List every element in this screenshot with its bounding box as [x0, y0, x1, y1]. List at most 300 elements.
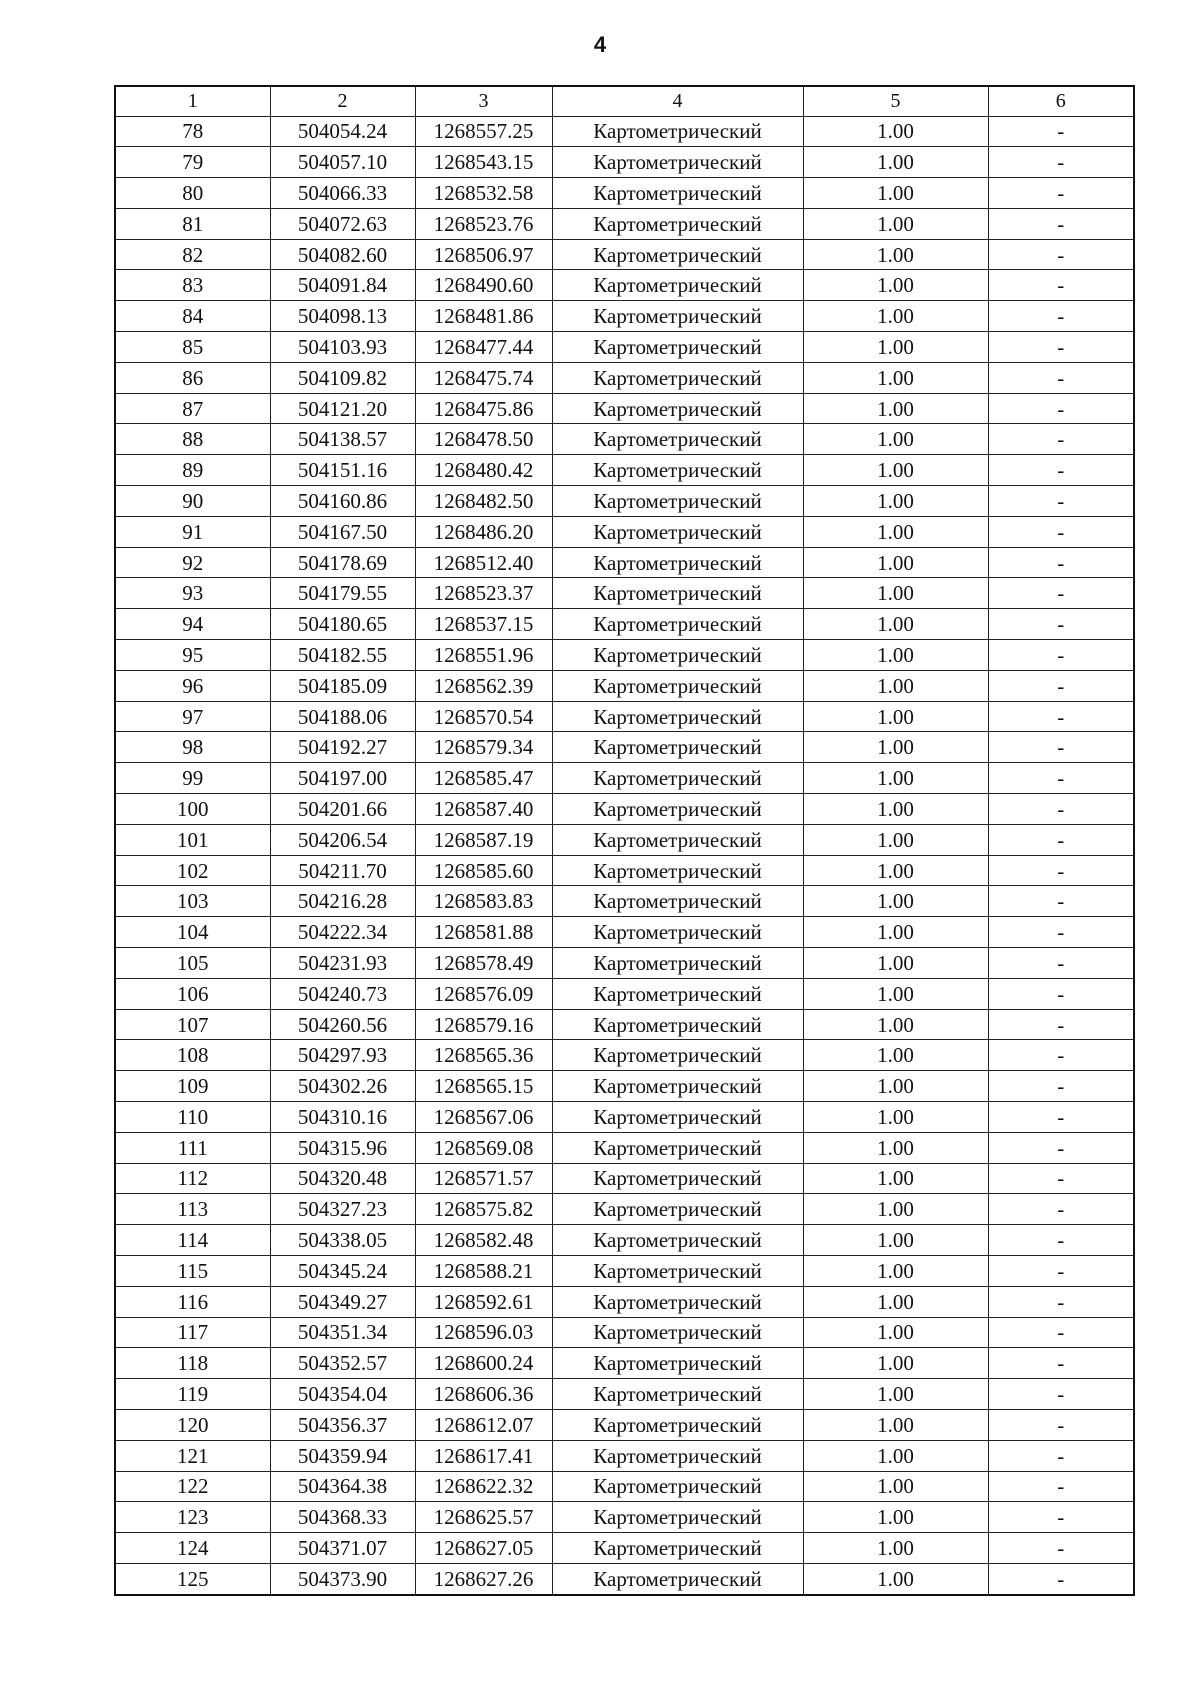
table-row: [115, 1409, 1134, 1440]
table-row: [115, 486, 1134, 517]
y-coordinate-cell: 1268622.32: [415, 1471, 552, 1502]
method-cell: Картометрический: [552, 1286, 803, 1317]
y-coordinate-cell: 1268537.15: [415, 609, 552, 640]
column-header: 4: [552, 86, 803, 116]
column-header: 6: [988, 86, 1134, 116]
method-cell: Картометрический: [552, 640, 803, 671]
y-coordinate-cell: 1268477.44: [415, 332, 552, 363]
x-coordinate-cell: 504368.33: [270, 1502, 415, 1533]
y-coordinate-cell: 1268551.96: [415, 640, 552, 671]
accuracy-cell: 1.00: [803, 393, 988, 424]
x-coordinate-cell: 504211.70: [270, 855, 415, 886]
description-cell: -: [988, 1502, 1134, 1533]
x-coordinate-cell: 504151.16: [270, 455, 415, 486]
table-row: [115, 978, 1134, 1009]
table-row: [115, 701, 1134, 732]
method-cell: Картометрический: [552, 455, 803, 486]
accuracy-cell: 1.00: [803, 732, 988, 763]
table-row: [115, 178, 1134, 209]
y-coordinate-cell: 1268570.54: [415, 701, 552, 732]
x-coordinate-cell: 504197.00: [270, 763, 415, 794]
y-coordinate-cell: 1268523.76: [415, 208, 552, 239]
point-number-cell: 106: [115, 978, 270, 1009]
accuracy-cell: 1.00: [803, 855, 988, 886]
page-number: 4: [593, 32, 607, 57]
point-number-cell: 98: [115, 732, 270, 763]
table-row: [115, 1379, 1134, 1410]
method-cell: Картометрический: [552, 1194, 803, 1225]
method-cell: Картометрический: [552, 794, 803, 825]
accuracy-cell: 1.00: [803, 763, 988, 794]
point-number-cell: 121: [115, 1440, 270, 1471]
description-cell: -: [988, 978, 1134, 1009]
point-number-cell: 85: [115, 332, 270, 363]
method-cell: Картометрический: [552, 270, 803, 301]
y-coordinate-cell: 1268587.19: [415, 824, 552, 855]
y-coordinate-cell: 1268596.03: [415, 1317, 552, 1348]
accuracy-cell: 1.00: [803, 1009, 988, 1040]
description-cell: -: [988, 547, 1134, 578]
description-cell: -: [988, 1317, 1134, 1348]
method-cell: Картометрический: [552, 1132, 803, 1163]
point-number-cell: 105: [115, 948, 270, 979]
table-row: [115, 1286, 1134, 1317]
accuracy-cell: 1.00: [803, 301, 988, 332]
description-cell: -: [988, 116, 1134, 147]
y-coordinate-cell: 1268567.06: [415, 1102, 552, 1133]
x-coordinate-cell: 504354.04: [270, 1379, 415, 1410]
x-coordinate-cell: 504192.27: [270, 732, 415, 763]
point-number-cell: 103: [115, 886, 270, 917]
x-coordinate-cell: 504091.84: [270, 270, 415, 301]
description-cell: -: [988, 855, 1134, 886]
description-cell: -: [988, 1440, 1134, 1471]
description-cell: -: [988, 486, 1134, 517]
description-cell: -: [988, 1194, 1134, 1225]
accuracy-cell: 1.00: [803, 455, 988, 486]
accuracy-cell: 1.00: [803, 1194, 988, 1225]
table-row: [115, 147, 1134, 178]
x-coordinate-cell: 504103.93: [270, 332, 415, 363]
y-coordinate-cell: 1268587.40: [415, 794, 552, 825]
table-row: [115, 1255, 1134, 1286]
point-number-cell: 95: [115, 640, 270, 671]
accuracy-cell: 1.00: [803, 1286, 988, 1317]
column-header: 2: [270, 86, 415, 116]
description-cell: -: [988, 1409, 1134, 1440]
table-row: [115, 455, 1134, 486]
description-cell: -: [988, 609, 1134, 640]
description-cell: -: [988, 917, 1134, 948]
table-row: [115, 732, 1134, 763]
table-row: [115, 1009, 1134, 1040]
description-cell: -: [988, 1348, 1134, 1379]
y-coordinate-cell: 1268475.86: [415, 393, 552, 424]
accuracy-cell: 1.00: [803, 640, 988, 671]
point-number-cell: 124: [115, 1533, 270, 1564]
accuracy-cell: 1.00: [803, 1102, 988, 1133]
x-coordinate-cell: 504297.93: [270, 1040, 415, 1071]
point-number-cell: 107: [115, 1009, 270, 1040]
y-coordinate-cell: 1268600.24: [415, 1348, 552, 1379]
table-row: [115, 516, 1134, 547]
description-cell: -: [988, 147, 1134, 178]
point-number-cell: 81: [115, 208, 270, 239]
column-header: 3: [415, 86, 552, 116]
accuracy-cell: 1.00: [803, 1317, 988, 1348]
accuracy-cell: 1.00: [803, 270, 988, 301]
accuracy-cell: 1.00: [803, 794, 988, 825]
point-number-cell: 118: [115, 1348, 270, 1379]
accuracy-cell: 1.00: [803, 701, 988, 732]
x-coordinate-cell: 504057.10: [270, 147, 415, 178]
point-number-cell: 78: [115, 116, 270, 147]
x-coordinate-cell: 504188.06: [270, 701, 415, 732]
accuracy-cell: 1.00: [803, 147, 988, 178]
point-number-cell: 84: [115, 301, 270, 332]
point-number-cell: 87: [115, 393, 270, 424]
point-number-cell: 96: [115, 670, 270, 701]
table-row: [115, 578, 1134, 609]
y-coordinate-cell: 1268592.61: [415, 1286, 552, 1317]
y-coordinate-cell: 1268481.86: [415, 301, 552, 332]
description-cell: -: [988, 424, 1134, 455]
x-coordinate-cell: 504349.27: [270, 1286, 415, 1317]
description-cell: -: [988, 824, 1134, 855]
description-cell: -: [988, 1071, 1134, 1102]
table-row: [115, 116, 1134, 147]
x-coordinate-cell: 504180.65: [270, 609, 415, 640]
description-cell: -: [988, 208, 1134, 239]
table-row: [115, 547, 1134, 578]
description-cell: -: [988, 732, 1134, 763]
y-coordinate-cell: 1268575.82: [415, 1194, 552, 1225]
table-row: [115, 1348, 1134, 1379]
method-cell: Картометрический: [552, 1163, 803, 1194]
table-row: [115, 208, 1134, 239]
accuracy-cell: 1.00: [803, 824, 988, 855]
accuracy-cell: 1.00: [803, 1502, 988, 1533]
accuracy-cell: 1.00: [803, 1563, 988, 1594]
description-cell: -: [988, 301, 1134, 332]
description-cell: -: [988, 701, 1134, 732]
accuracy-cell: 1.00: [803, 1409, 988, 1440]
point-number-cell: 90: [115, 486, 270, 517]
description-cell: -: [988, 1102, 1134, 1133]
x-coordinate-cell: 504160.86: [270, 486, 415, 517]
x-coordinate-cell: 504310.16: [270, 1102, 415, 1133]
method-cell: Картометрический: [552, 424, 803, 455]
y-coordinate-cell: 1268475.74: [415, 362, 552, 393]
table-row: [115, 1471, 1134, 1502]
table-row: [115, 1194, 1134, 1225]
description-cell: -: [988, 1533, 1134, 1564]
table-row: [115, 794, 1134, 825]
method-cell: Картометрический: [552, 763, 803, 794]
accuracy-cell: 1.00: [803, 948, 988, 979]
table-row: [115, 640, 1134, 671]
accuracy-cell: 1.00: [803, 1379, 988, 1410]
description-cell: -: [988, 640, 1134, 671]
description-cell: -: [988, 270, 1134, 301]
point-number-cell: 82: [115, 239, 270, 270]
x-coordinate-cell: 504216.28: [270, 886, 415, 917]
accuracy-cell: 1.00: [803, 424, 988, 455]
coordinates-table: [114, 85, 1135, 1596]
method-cell: Картометрический: [552, 516, 803, 547]
description-cell: -: [988, 1379, 1134, 1410]
description-cell: -: [988, 1471, 1134, 1502]
point-number-cell: 109: [115, 1071, 270, 1102]
x-coordinate-cell: 504182.55: [270, 640, 415, 671]
x-coordinate-cell: 504338.05: [270, 1225, 415, 1256]
accuracy-cell: 1.00: [803, 1040, 988, 1071]
point-number-cell: 83: [115, 270, 270, 301]
x-coordinate-cell: 504231.93: [270, 948, 415, 979]
y-coordinate-cell: 1268532.58: [415, 178, 552, 209]
method-cell: Картометрический: [552, 1102, 803, 1133]
description-cell: -: [988, 1225, 1134, 1256]
accuracy-cell: 1.00: [803, 1533, 988, 1564]
y-coordinate-cell: 1268585.47: [415, 763, 552, 794]
x-coordinate-cell: 504260.56: [270, 1009, 415, 1040]
accuracy-cell: 1.00: [803, 886, 988, 917]
x-coordinate-cell: 504109.82: [270, 362, 415, 393]
method-cell: Картометрический: [552, 1071, 803, 1102]
point-number-cell: 125: [115, 1563, 270, 1594]
point-number-cell: 99: [115, 763, 270, 794]
point-number-cell: 91: [115, 516, 270, 547]
method-cell: Картометрический: [552, 917, 803, 948]
table-row: [115, 609, 1134, 640]
x-coordinate-cell: 504138.57: [270, 424, 415, 455]
accuracy-cell: 1.00: [803, 362, 988, 393]
table-row: [115, 239, 1134, 270]
description-cell: -: [988, 948, 1134, 979]
point-number-cell: 88: [115, 424, 270, 455]
point-number-cell: 123: [115, 1502, 270, 1533]
point-number-cell: 86: [115, 362, 270, 393]
y-coordinate-cell: 1268512.40: [415, 547, 552, 578]
header-row: [115, 86, 1134, 116]
method-cell: Картометрический: [552, 1348, 803, 1379]
y-coordinate-cell: 1268543.15: [415, 147, 552, 178]
table-row: [115, 886, 1134, 917]
table-row: [115, 824, 1134, 855]
method-cell: Картометрический: [552, 732, 803, 763]
y-coordinate-cell: 1268557.25: [415, 116, 552, 147]
point-number-cell: 120: [115, 1409, 270, 1440]
accuracy-cell: 1.00: [803, 978, 988, 1009]
accuracy-cell: 1.00: [803, 486, 988, 517]
method-cell: Картометрический: [552, 578, 803, 609]
table-row: [115, 332, 1134, 363]
method-cell: Картометрический: [552, 701, 803, 732]
table-row: [115, 1502, 1134, 1533]
x-coordinate-cell: 504201.66: [270, 794, 415, 825]
description-cell: -: [988, 239, 1134, 270]
method-cell: Картометрический: [552, 239, 803, 270]
x-coordinate-cell: 504066.33: [270, 178, 415, 209]
table-row: [115, 362, 1134, 393]
y-coordinate-cell: 1268578.49: [415, 948, 552, 979]
x-coordinate-cell: 504356.37: [270, 1409, 415, 1440]
accuracy-cell: 1.00: [803, 1440, 988, 1471]
accuracy-cell: 1.00: [803, 917, 988, 948]
method-cell: Картометрический: [552, 178, 803, 209]
column-header: 5: [803, 86, 988, 116]
table-row: [115, 1563, 1134, 1594]
point-number-cell: 79: [115, 147, 270, 178]
y-coordinate-cell: 1268606.36: [415, 1379, 552, 1410]
point-number-cell: 92: [115, 547, 270, 578]
y-coordinate-cell: 1268588.21: [415, 1255, 552, 1286]
point-number-cell: 102: [115, 855, 270, 886]
y-coordinate-cell: 1268565.15: [415, 1071, 552, 1102]
accuracy-cell: 1.00: [803, 178, 988, 209]
x-coordinate-cell: 504178.69: [270, 547, 415, 578]
table-row: [115, 1317, 1134, 1348]
method-cell: Картометрический: [552, 978, 803, 1009]
y-coordinate-cell: 1268617.41: [415, 1440, 552, 1471]
table-header: [115, 86, 1134, 116]
point-number-cell: 113: [115, 1194, 270, 1225]
point-number-cell: 97: [115, 701, 270, 732]
y-coordinate-cell: 1268585.60: [415, 855, 552, 886]
table-row: [115, 301, 1134, 332]
table-body: [115, 116, 1134, 1595]
x-coordinate-cell: 504072.63: [270, 208, 415, 239]
x-coordinate-cell: 504345.24: [270, 1255, 415, 1286]
accuracy-cell: 1.00: [803, 208, 988, 239]
x-coordinate-cell: 504179.55: [270, 578, 415, 609]
y-coordinate-cell: 1268627.05: [415, 1533, 552, 1564]
description-cell: -: [988, 1132, 1134, 1163]
table-row: [115, 948, 1134, 979]
table-row: [115, 763, 1134, 794]
description-cell: -: [988, 1040, 1134, 1071]
x-coordinate-cell: 504240.73: [270, 978, 415, 1009]
description-cell: -: [988, 794, 1134, 825]
method-cell: Картометрический: [552, 1563, 803, 1594]
accuracy-cell: 1.00: [803, 670, 988, 701]
point-number-cell: 111: [115, 1132, 270, 1163]
x-coordinate-cell: 504206.54: [270, 824, 415, 855]
x-coordinate-cell: 504302.26: [270, 1071, 415, 1102]
table-row: [115, 1102, 1134, 1133]
accuracy-cell: 1.00: [803, 1255, 988, 1286]
method-cell: Картометрический: [552, 1379, 803, 1410]
x-coordinate-cell: 504327.23: [270, 1194, 415, 1225]
method-cell: Картометрический: [552, 208, 803, 239]
table-row: [115, 917, 1134, 948]
method-cell: Картометрический: [552, 147, 803, 178]
x-coordinate-cell: 504098.13: [270, 301, 415, 332]
point-number-cell: 104: [115, 917, 270, 948]
y-coordinate-cell: 1268562.39: [415, 670, 552, 701]
method-cell: Картометрический: [552, 362, 803, 393]
method-cell: Картометрический: [552, 1225, 803, 1256]
x-coordinate-cell: 504320.48: [270, 1163, 415, 1194]
method-cell: Картометрический: [552, 486, 803, 517]
y-coordinate-cell: 1268576.09: [415, 978, 552, 1009]
description-cell: -: [988, 1563, 1134, 1594]
table-row: [115, 270, 1134, 301]
accuracy-cell: 1.00: [803, 116, 988, 147]
method-cell: Картометрический: [552, 948, 803, 979]
method-cell: Картометрический: [552, 332, 803, 363]
x-coordinate-cell: 504352.57: [270, 1348, 415, 1379]
method-cell: Картометрический: [552, 1533, 803, 1564]
description-cell: -: [988, 393, 1134, 424]
point-number-cell: 122: [115, 1471, 270, 1502]
method-cell: Картометрический: [552, 670, 803, 701]
accuracy-cell: 1.00: [803, 1225, 988, 1256]
point-number-cell: 101: [115, 824, 270, 855]
accuracy-cell: 1.00: [803, 516, 988, 547]
y-coordinate-cell: 1268582.48: [415, 1225, 552, 1256]
description-cell: -: [988, 886, 1134, 917]
x-coordinate-cell: 504359.94: [270, 1440, 415, 1471]
description-cell: -: [988, 332, 1134, 363]
method-cell: Картометрический: [552, 301, 803, 332]
table-row: [115, 855, 1134, 886]
point-number-cell: 93: [115, 578, 270, 609]
method-cell: Картометрический: [552, 609, 803, 640]
table-row: [115, 1132, 1134, 1163]
description-cell: -: [988, 455, 1134, 486]
point-number-cell: 117: [115, 1317, 270, 1348]
point-number-cell: 94: [115, 609, 270, 640]
x-coordinate-cell: 504364.38: [270, 1471, 415, 1502]
y-coordinate-cell: 1268490.60: [415, 270, 552, 301]
description-cell: -: [988, 1255, 1134, 1286]
accuracy-cell: 1.00: [803, 1471, 988, 1502]
table-row: [115, 424, 1134, 455]
y-coordinate-cell: 1268523.37: [415, 578, 552, 609]
point-number-cell: 115: [115, 1255, 270, 1286]
point-number-cell: 116: [115, 1286, 270, 1317]
point-number-cell: 119: [115, 1379, 270, 1410]
x-coordinate-cell: 504315.96: [270, 1132, 415, 1163]
table-row: [115, 1225, 1134, 1256]
table-row: [115, 670, 1134, 701]
y-coordinate-cell: 1268482.50: [415, 486, 552, 517]
description-cell: -: [988, 1009, 1134, 1040]
y-coordinate-cell: 1268480.42: [415, 455, 552, 486]
method-cell: Картометрический: [552, 1440, 803, 1471]
description-cell: -: [988, 516, 1134, 547]
table-row: [115, 1163, 1134, 1194]
description-cell: -: [988, 1286, 1134, 1317]
x-coordinate-cell: 504185.09: [270, 670, 415, 701]
point-number-cell: 89: [115, 455, 270, 486]
description-cell: -: [988, 763, 1134, 794]
point-number-cell: 80: [115, 178, 270, 209]
table-row: [115, 1533, 1134, 1564]
accuracy-cell: 1.00: [803, 1348, 988, 1379]
method-cell: Картометрический: [552, 1040, 803, 1071]
table-row: [115, 1071, 1134, 1102]
description-cell: -: [988, 362, 1134, 393]
y-coordinate-cell: 1268565.36: [415, 1040, 552, 1071]
point-number-cell: 110: [115, 1102, 270, 1133]
x-coordinate-cell: 504167.50: [270, 516, 415, 547]
point-number-cell: 114: [115, 1225, 270, 1256]
accuracy-cell: 1.00: [803, 1132, 988, 1163]
x-coordinate-cell: 504371.07: [270, 1533, 415, 1564]
x-coordinate-cell: 504222.34: [270, 917, 415, 948]
